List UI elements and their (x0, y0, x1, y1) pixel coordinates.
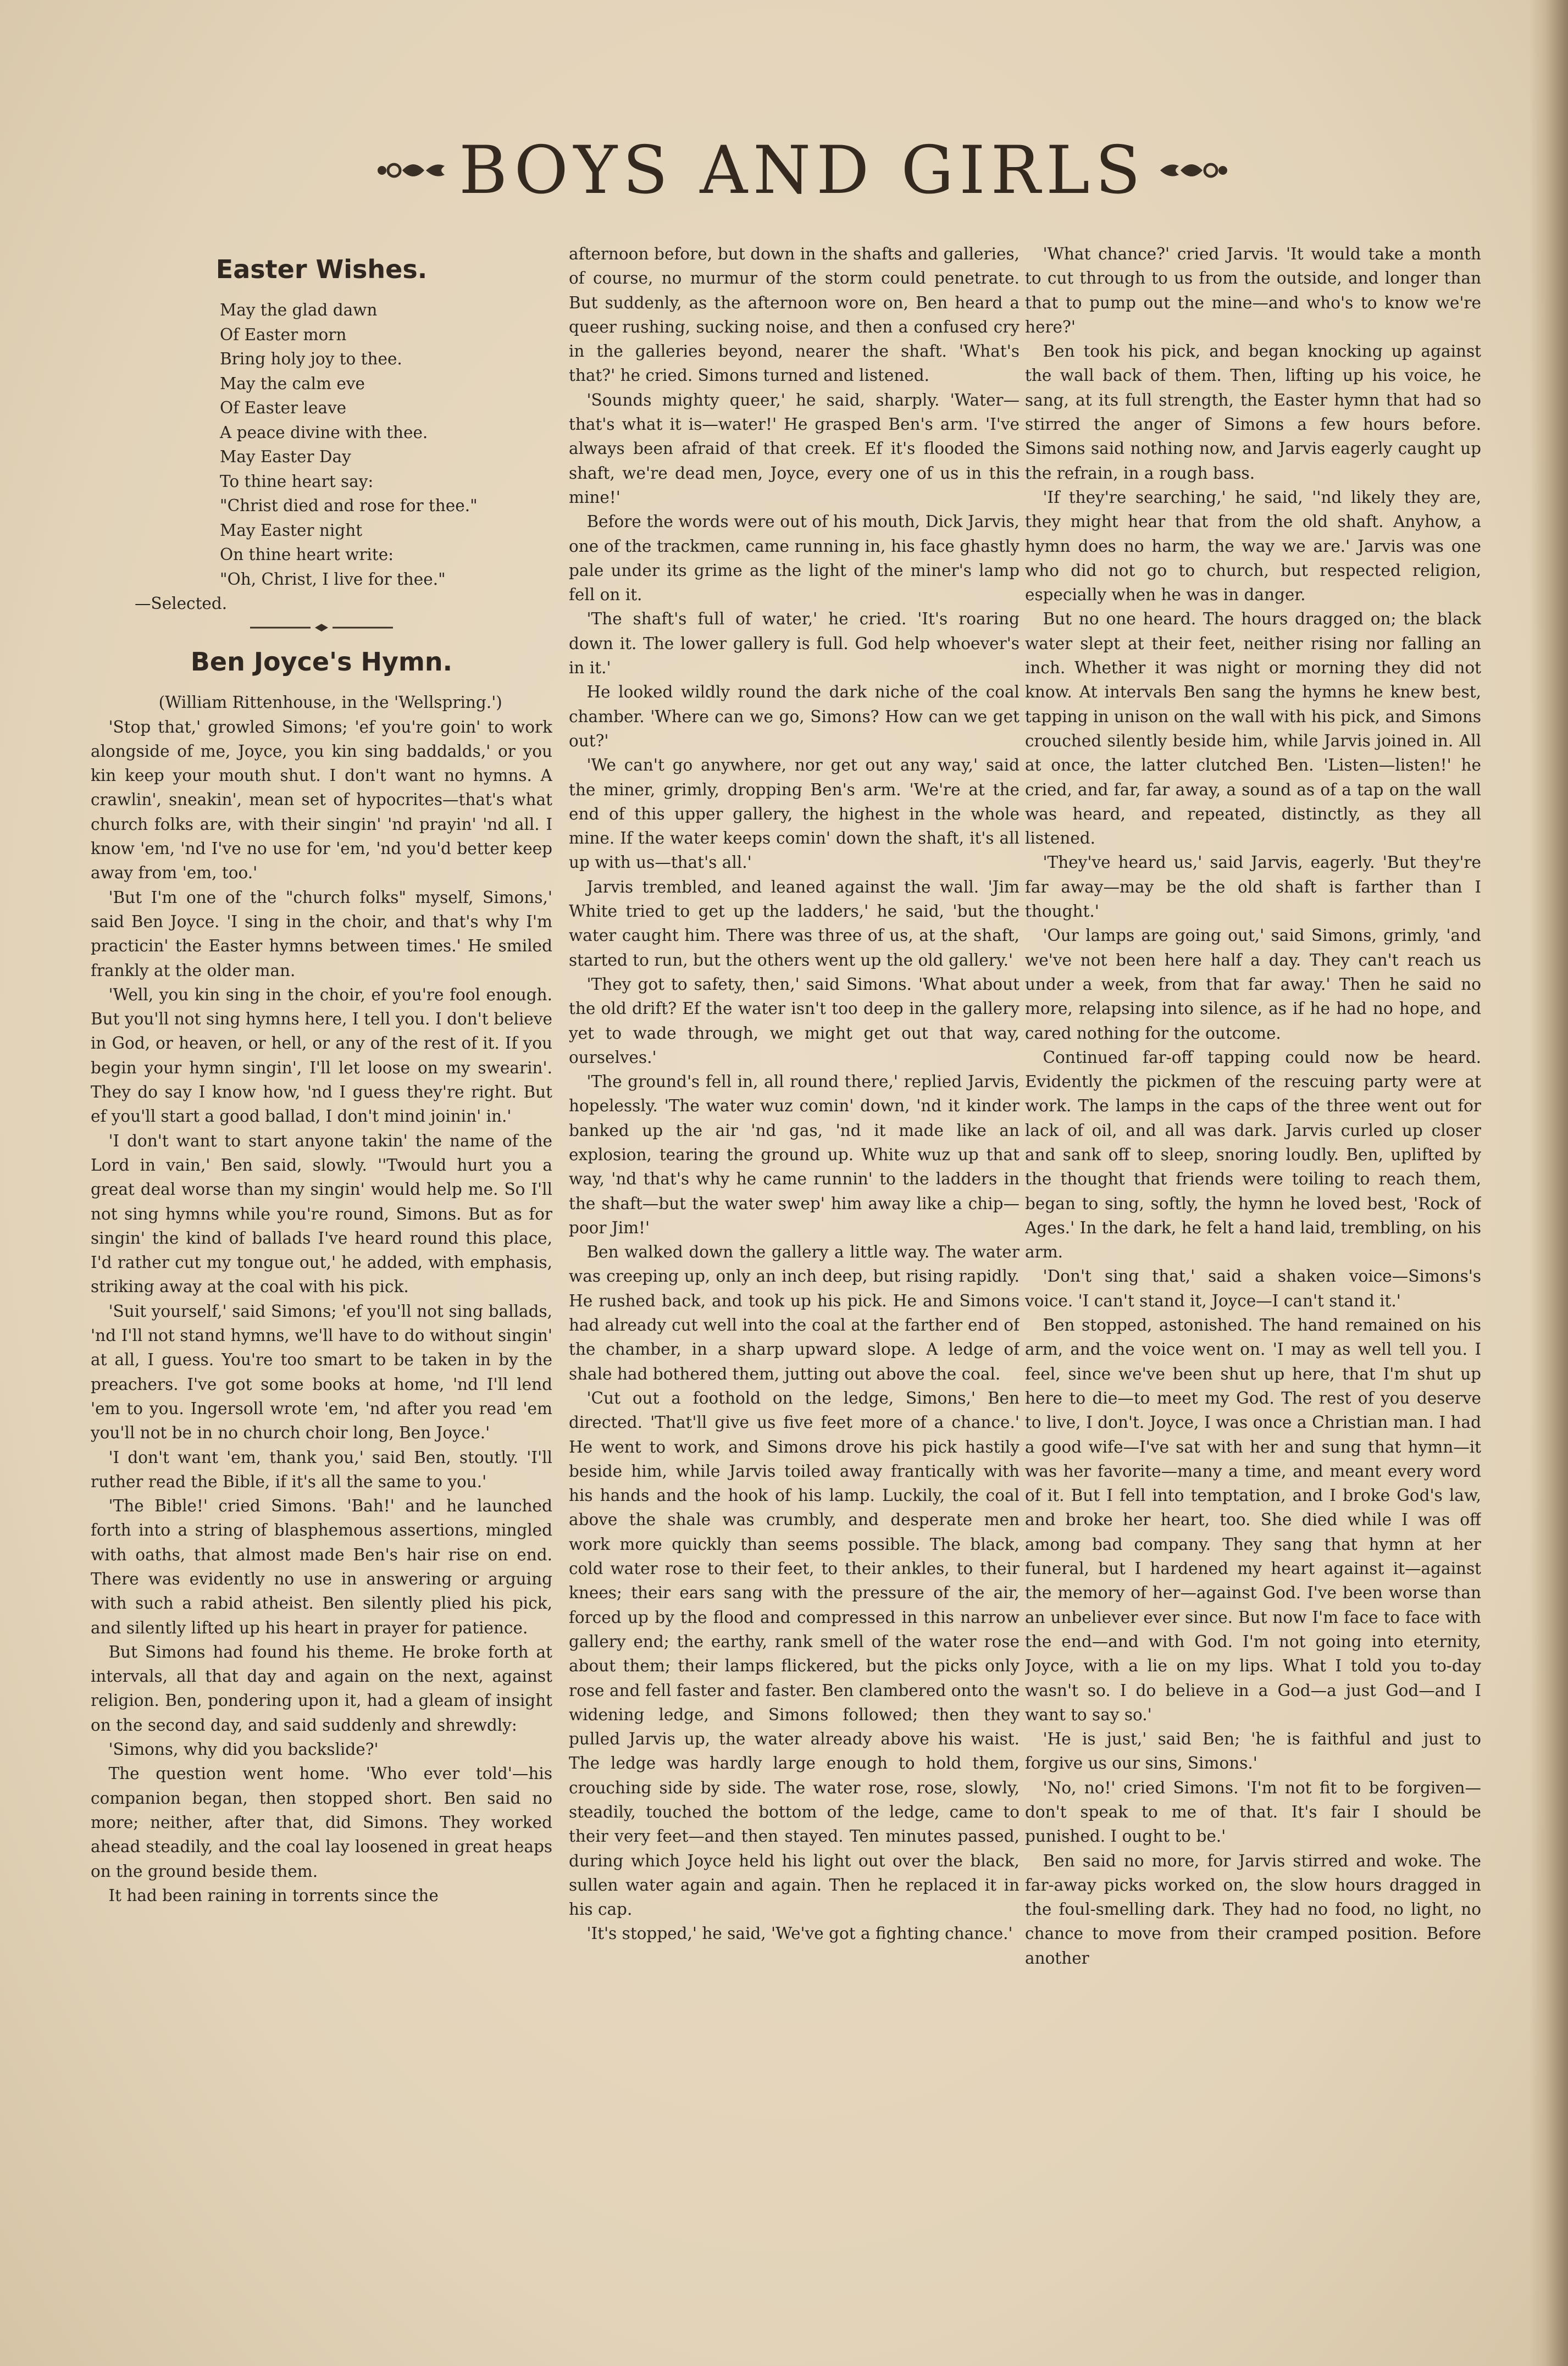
poem-line: On thine heart write: (220, 545, 394, 564)
paragraph: But Simons had found his theme. He broke forth at intervals, all that day and again on the next, against religion. Ben, pondering upon it, had a gleam of insight on the second day, and said suddenly and shrewdly: (91, 1642, 552, 1735)
paragraph: 'But I'm one of the "church folks" myself, Simons,' said Ben Joyce. 'I sing in the choir, and that's why I'm practicin' the Easter hymns between times.' He smiled frankly at the older man. (91, 888, 552, 980)
paragraph: 'I don't want to start anyone takin' the name of the Lord in vain,' Ben said, slowly. ''Twould hurt you a great deal worse than my singin' would help me. So I'll not sing hymns while you're round, Simons. But as for singin' the kind of ballads I've heard round this place, I'd rather cut my tongue out,' he added, with emphasis, striking away at the coal with his pick. (91, 1131, 552, 1296)
paragraph: 'Sounds mighty queer,' he said, sharply. 'Water—that's what it is—water!' He grasped Ben's arm. 'I've always been afraid of that creek. Ef it's flooded the shaft, we're dead men, Joyce, every one of us in this mine!' (569, 390, 1020, 507)
paragraph: 'No, no!' cried Simons. 'I'm not fit to be forgiven—don't speak to me of that. It's fair I should be punished. I ought to be.' (1025, 1778, 1481, 1846)
paragraph: 'The ground's fell in, all round there,' replied Jarvis, hopelessly. 'The water wuz comin' down, 'nd it kinder banked up the air 'nd gas, 'nd it made like an explosion, tearing the ground up. White wuz up that way, 'nd that's why he came runnin' to the ladders in the shaft—but the water swep' him away like a chip—poor Jim!' (569, 1072, 1020, 1237)
paragraph: Ben took his pick, and began knocking up against the wall back of them. Then, lifting up his voice, he sang, at its full strength, the Easter hymn that had so stirred the anger of Simons a few hours before. Simons said nothing now, and Jarvis eagerly caught up the refrain, in a rough bass. (1025, 342, 1481, 483)
poem-title: Easter Wishes. (215, 254, 428, 284)
column-2 (569, 242, 1020, 2231)
poem-line: A peace divine with thee. (220, 423, 428, 442)
paragraph: Jarvis trembled, and leaned against the wall. 'Jim White tried to get up the ladders,' he said, 'but the water caught him. There was three of us, at the shaft, started to run, but the others went up the old gallery.' (569, 877, 1020, 969)
paragraph: 'I don't want 'em, thank you,' said Ben, stoutly. 'I'll ruther read the Bible, if it's all the same to you.' (91, 1448, 552, 1491)
paragraph: 'Stop that,' growled Simons; 'ef you're goin' to work alongside of me, Joyce, you kin sing baddalds,' or you kin keep your mouth shut. I don't want no hymns. A crawlin', sneakin', mean set of hypocrites—that's what church folks are, with their singin' 'nd prayin' 'nd all. I know 'em, 'nd I've no use for 'em, 'nd you'd better keep away from 'em, too.' (91, 717, 552, 883)
poem-body (220, 298, 552, 591)
poem-line: May Easter Day (220, 447, 351, 466)
paragraph: Ben walked down the gallery a little way. The water was creeping up, only an inch deep, but rising rapidly. He rushed back, and took up his pick. He and Simons had already cut well into the coal at the farther end of the chamber, in a sharp upward slope. A ledge of shale had bothered them, jutting out above the coal. (569, 1243, 1020, 1383)
divider-ornament-icon (239, 621, 404, 634)
paragraph: 'Well, you kin sing in the choir, ef you're fool enough. But you'll not sing hymns here, I tell you. I don't believe in God, or heaven, or hell, or any of the rest of it. If you begin your hymn singin', I'll let loose on my swearin'. They do say I know how, 'nd I guess they're right. But ef you'll start a good ballad, I don't mind joinin' in.' (91, 985, 552, 1126)
paragraph: 'Don't sing that,' said a shaken voice—Simons's voice. 'I can't stand it, Joyce—I can't stand it.' (1025, 1267, 1481, 1310)
paragraph: 'Simons, why did you backslide?' (108, 1740, 379, 1759)
section-title: BOYS AND GIRLS (459, 132, 1146, 209)
page-edge-shadow (1530, 0, 1568, 2366)
poem-line: May Easter night (220, 520, 363, 540)
paragraph: 'The Bible!' cried Simons. 'Bah!' and he launched forth into a string of blasphemous assertions, mingled with oaths, that almost made Ben's hair rise on end. There was evidently no use in answering or arguing with such a rabid atheist. Ben silently plied his pick, and silently lifted up his heart in prayer for patience. (91, 1497, 552, 1637)
paragraph: 'Suit yourself,' said Simons; 'ef you'll not sing ballads, 'nd I'll not stand hymns, we'll have to do without singin' at all, I guess. You're too smart to be taken in by the preachers. I've got some books at home, 'nd I'll lend 'em to you. Ingersoll wrote 'em, 'nd after you read 'em you'll not be in no church choir long, Ben Joyce.' (91, 1301, 552, 1443)
poem-line: Of Easter morn (220, 325, 347, 344)
paragraph: Ben stopped, astonished. The hand remained on his arm, and the voice went on. 'I may as well tell you. I feel, since we've been shut up here, that I'm shut up here to die—to meet my God. The rest of you deserve to live, I don't. Joyce, I was once a Christian man. I had a good wife—I've sat with her and sung that hymn—it was her favorite—many a time, and meant every word of it. But I fell into temptation, and I broke God's law, and broke her heart, too. She died while I was off among bad company. They sang that hymn at her funeral, but I hardened my heart against it—against the memory of her—against God. I've been worse than an unbeliever ever since. But now I'm face to face with the end—and with God. I'm not going into eternity, Joyce, with a lie on my lips. What I told you to-day wasn't so. I do believe in a God—a just God—and I want to say so.' (1025, 1316, 1481, 1724)
poem-line: "Oh, Christ, I live for thee." (220, 569, 446, 589)
paragraph: afternoon before, but down in the shafts and galleries, of course, no murmur of the storm could penetrate. But suddenly, as the afternoon wore on, Ben heard a queer rushing, sucking noise, and then a confused cry in the galleries beyond, nearer the shaft. 'What's that?' he cried. Simons turned and listened. (569, 245, 1020, 385)
column-1 (91, 242, 552, 2231)
paragraph: 'They've heard us,' said Jarvis, eagerly. 'But they're far away—may be the old shaft is farther than I thought.' (1025, 853, 1481, 921)
story-title: Ben Joyce's Hymn. (190, 647, 453, 677)
paragraph: 'If they're searching,' he said, ''nd likely they are, they might hear that from the old shaft. Anyhow, a hymn does no harm, the way we are.' Jarvis was one who did not go to church, but respected religion, especially when he was in danger. (1025, 487, 1481, 605)
paragraph: Before the words were out of his mouth, Dick Jarvis, one of the trackmen, came running in, his face ghastly pale under its grime as the light of the miner's lamp fell on it. (569, 512, 1020, 605)
poem-line: May the glad dawn (220, 301, 378, 319)
paragraph: 'The shaft's full of water,' he cried. 'It's roaring down it. The lower gallery is full. God help whoever's in it.' (569, 609, 1020, 678)
poem-line: "Christ died and rose for thee." (220, 496, 478, 515)
paragraph: 'What chance?' cried Jarvis. 'It would take a month to cut through to us from the outside, and longer than that to pump out the mine—and who's to know we're here?' (1025, 245, 1481, 336)
poem-line: To thine heart say: (220, 472, 374, 491)
column-3 (1025, 242, 1481, 2231)
paragraph: It had been raining in torrents since the (108, 1886, 439, 1905)
story-byline: (William Rittenhouse, in the 'Wellspring.') (158, 693, 502, 712)
paragraph: 'He is just,' said Ben; 'he is faithful and just to forgive us our sins, Simons.' (1025, 1730, 1481, 1773)
paragraph: 'We can't go anywhere, nor get out any way,' said the miner, grimly, dropping Ben's arm. 'We're at the end of this upper gallery, the highest in the whole mine. If the water keeps comin' down the shaft, it's all up with us—that's all.' (569, 756, 1020, 872)
paragraph: The question went home. 'Who ever told'—his companion began, then stopped short. Ben said no more; neither, after that, did Simons. They worked ahead steadily, and the coal lay loosened in great heaps on the ground beside them. (91, 1764, 552, 1881)
poem-line: May the calm eve (220, 374, 365, 393)
paragraph: But no one heard. The hours dragged on; the black water slept at their feet, neither rising nor falling an inch. Whether it was night or morning they did not know. At intervals Ben sang the hymns he knew best, tapping in unison on the wall with his pick, and Simons crouched silently beside him, while Jarvis joined in. All at once, the latter clutched Ben. 'Listen—listen!' he cried, and far, far away, a sound as of a tap on the wall was heard, and repeated, distinctly, as they all listened. (1025, 609, 1481, 848)
paragraph: Continued far-off tapping could now be heard. Evidently the pickmen of the rescuing party were at work. The lamps in the caps of the three went out for lack of oil, and all was dark. Jarvis curled up closer and sank off to sleep, snoring loudly. Ben, uplifted by the thought that friends were toiling to reach them, began to sing, softly, the hymn he loved best, 'Rock of Ages.' In the dark, he felt a hand laid, trembling, on his arm. (1025, 1048, 1481, 1262)
left-ornament-icon (372, 154, 449, 187)
paragraph: 'Cut out a foothold on the ledge, Simons,' Ben directed. 'That'll give us five feet more of a chance.' He went to work, and Simons drove his pick hastily beside him, while Jarvis toiled away frantically with his hands and the hook of his lamp. Luckily, the coal above the shale was crumbly, and desperate men work more quickly than seems possible. The black, cold water rose to their feet, to their ankles, to their knees; their ears sang with the pressure of the air, forced up by the flood and compressed in this narrow gallery end; the earthy, rank smell of the water rose about them; their lamps flickered, but the picks only rose and fell faster and faster. Ben clambered onto the widening ledge, and Simons followed; then they pulled Jarvis up, the water already above his waist. The ledge was hardly large enough to hold them, crouching side by side. The water rose, rose, slowly, steadily, touched the bottom of the ledge, came to their very feet—and then stayed. Ten minutes passed, during which Joyce held his light out over the black, sullen water again and again. Then he replaced it in his cap. (569, 1388, 1020, 1919)
poem-source: —Selected. (135, 594, 228, 613)
poem-line: Bring holy joy to thee. (220, 350, 402, 368)
paragraph: 'They got to safety, then,' said Simons. 'What about the old drift? Ef the water isn't too deep in the gallery yet to wade through, we might get out that way, ourselves.' (569, 974, 1020, 1067)
paragraph: 'It's stopped,' he said, 'We've got a fighting chance.' (586, 1924, 1013, 1943)
right-ornament-icon (1156, 154, 1233, 187)
poem-line: Of Easter leave (220, 398, 347, 417)
section-masthead (330, 132, 1275, 209)
paragraph: 'Our lamps are going out,' said Simons, grimly, 'and we've not been here half a day. They can't reach us under a week, from that far away.' Then he said no more, relapsing into silence, as if he had no hope, and cared nothing for the outcome. (1025, 926, 1481, 1043)
paragraph: Ben said no more, for Jarvis stirred and woke. The far-away picks worked on, the slow hours dragged in the foul-smelling dark. They had no food, no light, no chance to move from their cramped position. Before another (1025, 1851, 1481, 1968)
paragraph: He looked wildly round the dark niche of the coal chamber. 'Where can we go, Simons? How can we get out?' (569, 683, 1020, 750)
